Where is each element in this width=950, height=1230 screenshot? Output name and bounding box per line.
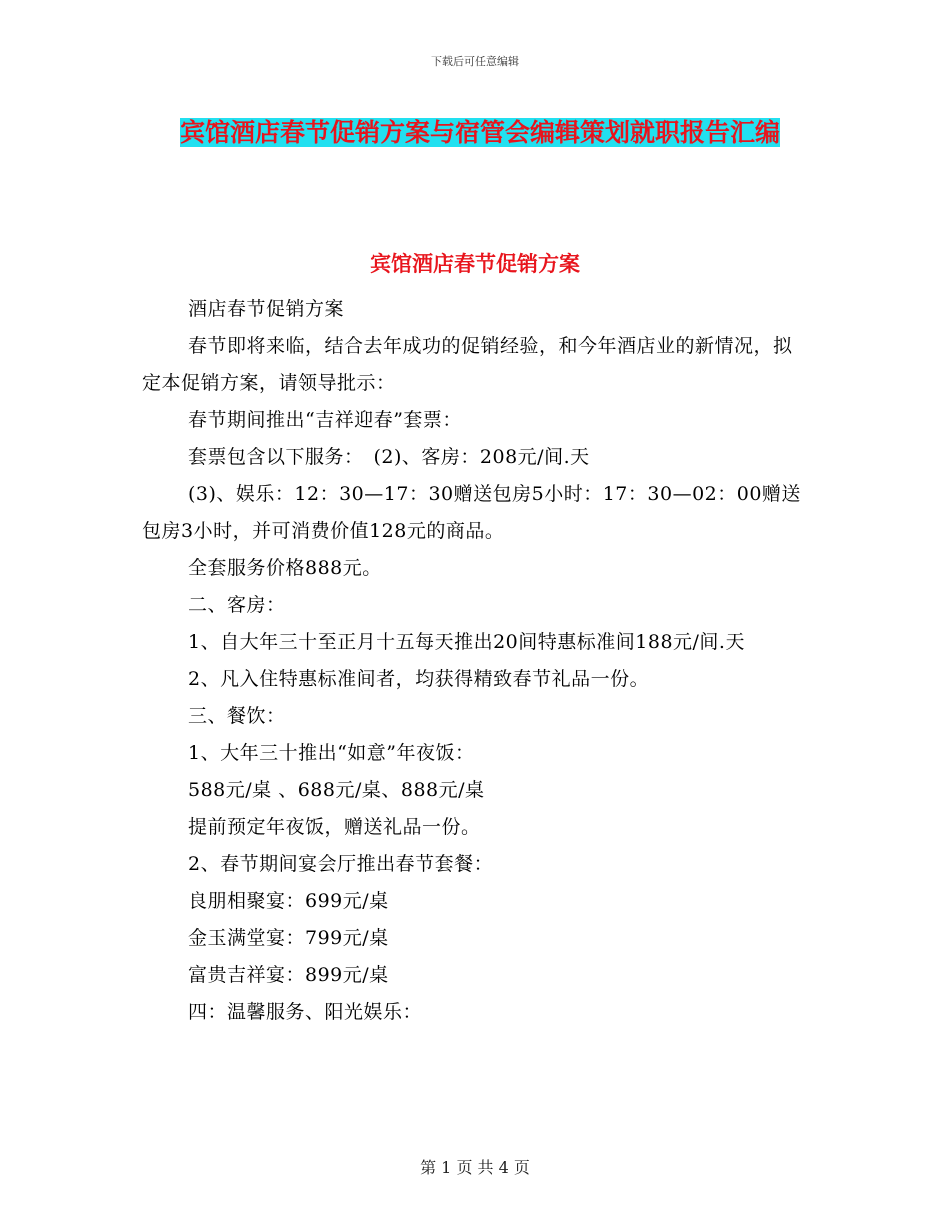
- paragraph: 1、自大年三十至正月十五每天推出20间特惠标准间188元/间.天: [188, 631, 745, 653]
- section-title: 宾馆酒店春节促销方案: [370, 251, 580, 276]
- header-note: 下载后可任意编辑: [431, 55, 519, 68]
- paragraph: 1、大年三十推出“如意”年夜饭：: [188, 742, 475, 764]
- paragraph: 提前预定年夜饭，赠送礼品一份。: [188, 816, 481, 838]
- document-body: [142, 291, 807, 1031]
- paragraph: 三、餐饮：: [188, 705, 286, 727]
- paragraph: 酒店春节促销方案: [188, 298, 345, 320]
- paragraph: 588元/桌 、688元/桌、888元/桌: [188, 779, 485, 801]
- paragraph: 二、客房：: [188, 594, 286, 616]
- document-title: [140, 110, 820, 156]
- paragraph: 套票包含以下服务： (2)、客房：208元/间.天: [188, 446, 590, 468]
- paragraph: 四：温馨服务、阳光娱乐：: [188, 1001, 423, 1023]
- paragraph: 良朋相聚宴：699元/桌: [188, 890, 389, 912]
- paragraph: 富贵吉祥宴：899元/桌: [188, 964, 389, 986]
- paragraph: (3)、娱乐：12：30—17：30赠送包房5小时：17：30—02：00赠送包房3小时，并可消费价值128元的商品。: [142, 483, 801, 542]
- paragraph: 2、凡入住特惠标准间者，均获得精致春节礼品一份。: [188, 668, 650, 690]
- paragraph: 2、春节期间宴会厅推出春节套餐：: [188, 853, 494, 875]
- document-title-text: 宾馆酒店春节促销方案与宿管会编辑策划就职报告汇编: [179, 118, 780, 147]
- paragraph: 春节即将来临，结合去年成功的促销经验，和今年酒店业的新情况，拟定本促销方案，请领导批示：: [142, 335, 793, 394]
- paragraph: 金玉满堂宴：799元/桌: [188, 927, 389, 949]
- page-footer: 第 1 页 共 4 页: [420, 1158, 530, 1177]
- paragraph: 全套服务价格888元。: [188, 557, 382, 579]
- paragraph: 春节期间推出“吉祥迎春”套票：: [188, 409, 462, 431]
